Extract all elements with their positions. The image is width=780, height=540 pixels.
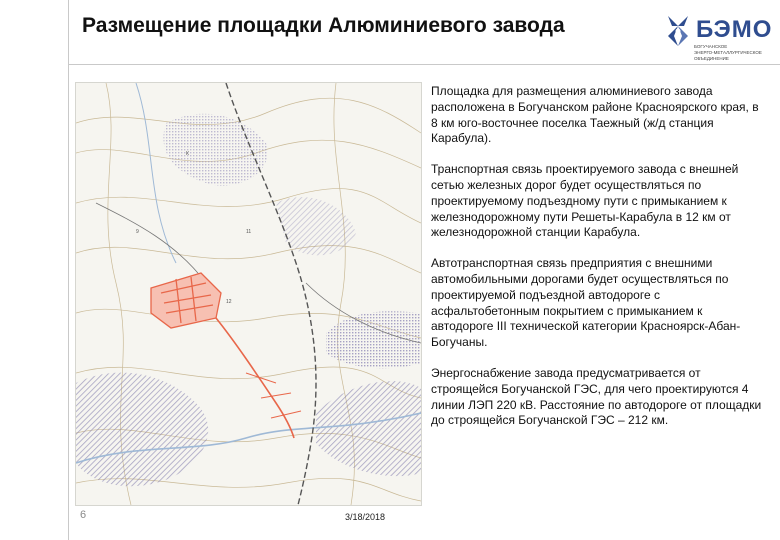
logo-subtitle-line: БОГУЧАНСКОЕ (694, 44, 728, 49)
logo-subtitle-line: ЭНЕРГО-МЕТАЛЛУРГИЧЕСКОЕ (694, 50, 762, 55)
svg-text:9: 9 (136, 229, 139, 235)
company-logo (664, 10, 776, 68)
paragraph-power: Энергоснабжение завода предусматривается от строящейся Богучанской ГЭС, для чего проектируются 4 линии ЛЭП 220 кВ. Расстояние по автодороге от площадки до строящейся Богучанской ГЭС – 212 км. (431, 365, 762, 428)
svg-text:12: 12 (226, 299, 232, 305)
description-text (431, 84, 763, 444)
topographic-map-image (76, 83, 421, 505)
vertical-divider (68, 0, 69, 540)
page-number: 6 (80, 509, 87, 521)
bemo-logo-icon (664, 14, 692, 48)
slide-title: Размещение площадки Алюминиевого завода (82, 14, 565, 37)
svg-text:11: 11 (246, 229, 252, 235)
paragraph-road: Автотранспортная связь предприятия с внешними автомобильными дорогами будет осуществляться по проектируемой подъездной автодороге с асфальтобетонным покрытием с примыканием к автодороге III технической категории Красноярск-Абан-Богучаны. (431, 256, 741, 350)
slide-date: 3/18/2018 (345, 512, 386, 522)
paragraph-railway: Транспортная связь проектируемого завода с внешней сетью железных дорог будет осуществляться по проектируемому подъездному пути с примыканием к железнодорожному пути Решеты-Карабула в 12 км от железнодорожной станции Карабула. (431, 162, 739, 240)
logo-subtitle-line: ОБЪЕДИНЕНИЕ (694, 56, 729, 61)
paragraph-location: Площадка для размещения алюминиевого завода расположена в Богучанском районе Красноярского края, в 8 км юго-восточнее поселка Таежный (ж/д станция Карабула). (431, 84, 759, 146)
site-map (75, 82, 422, 506)
logo-subtitle (694, 44, 776, 62)
svg-text:К: К (186, 151, 189, 157)
logo-wordmark: БЭМО (696, 16, 773, 43)
